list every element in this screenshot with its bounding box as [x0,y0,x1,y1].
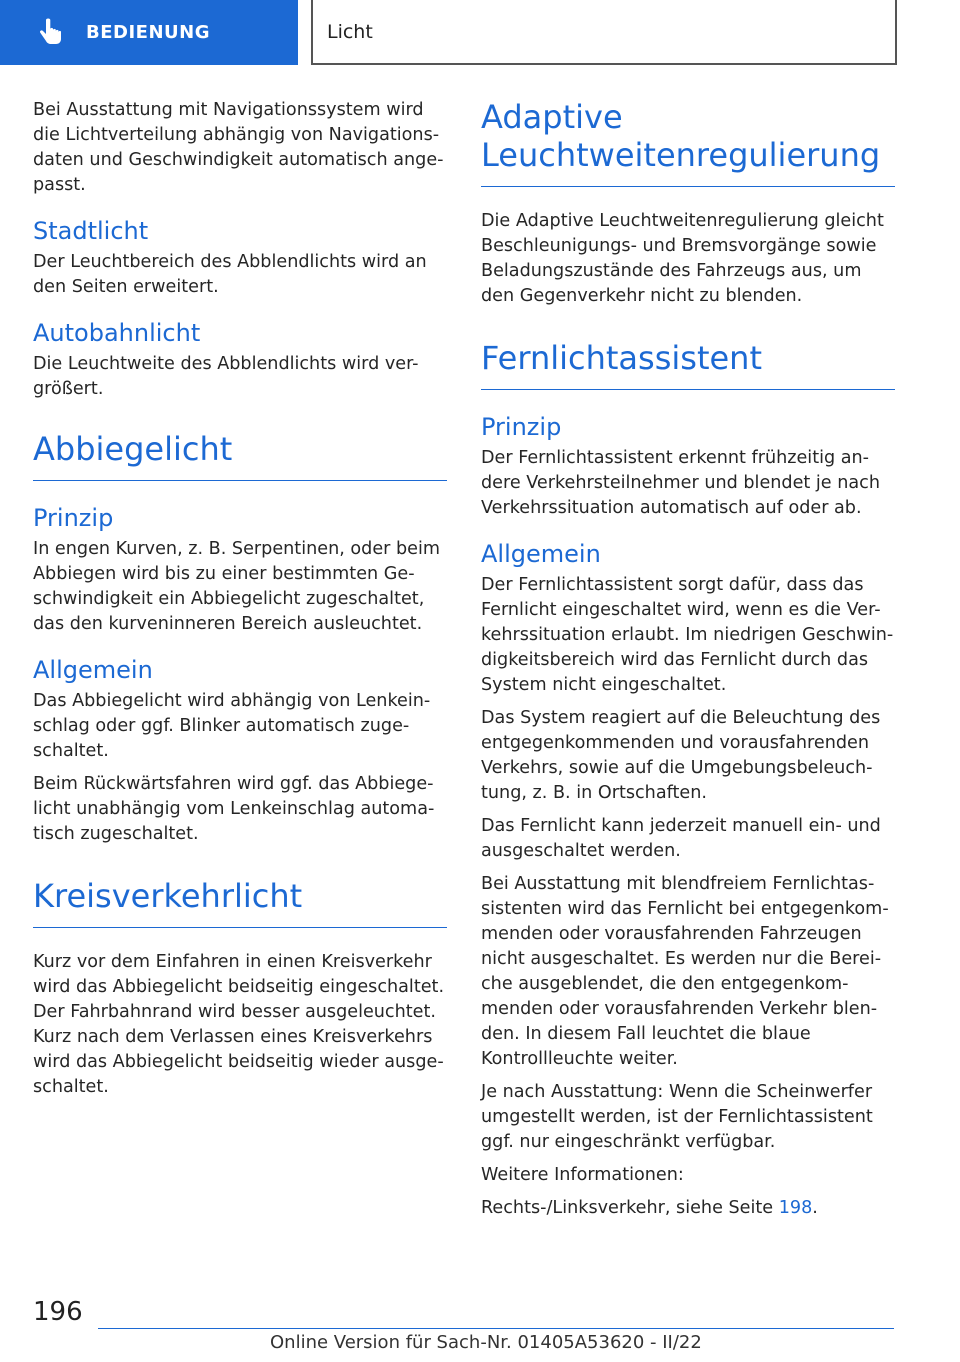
chapter-tab[interactable] [0,0,298,65]
alwr-section-header [481,98,895,187]
page-reference-text: Rechts-/Linksverkehr, siehe Seite [481,1198,779,1218]
right-column [481,98,895,1229]
intro-text: Bei Ausstattung mit Navigationssystem wird die Lichtverteilung abhängig von Navigations-daten und Geschwindigkeit automatisch ange-passt. [33,100,444,195]
page-198-link[interactable]: 198 [778,1198,813,1218]
fla-prinzip-text: Der Fernlichtassistent erkennt frühzeitig an-dere Verkehrsteilnehmer und blendet je nach Verkehrssituation automatisch auf oder ab. [481,448,880,518]
fla-allgemein-p5: Je nach Ausstattung: Wenn die Scheinwerfer umgestellt werden, ist der Fernlichtassistent ggf. nur eingeschränkt verfügbar. [481,1082,873,1152]
fla-allgemein-p3: Das Fernlicht kann jederzeit manuell ein- und ausgeschaltet werden. [481,816,881,861]
abbiegelicht-section-header [33,430,447,481]
footer-online-version: Online Version für Sach-Nr. 01405A53620 - II/22 [270,1332,702,1353]
chapter-label: BEDIENUNG [86,22,210,43]
alwr-heading: Adaptive Leuchtweitenregulierung [481,98,881,174]
fla-section-header [481,339,895,390]
abbiegelicht-prinzip-heading: Prinzip [33,504,114,532]
page-reference-period: . [812,1198,818,1218]
autobahnlicht-text: Die Leuchtweite des Abblendlichts wird ver-größert. [33,354,419,399]
fla-prinzip-heading: Prinzip [481,413,562,441]
stadtlicht-heading: Stadtlicht [33,217,149,245]
section-tab[interactable] [311,0,897,65]
kreisverkehrlicht-heading: Kreisverkehrlicht [33,877,303,915]
pointing-hand-icon [34,18,68,48]
section-label: Licht [327,20,373,43]
stadtlicht-text: Der Leuchtbereich des Abblendlichts wird an den Seiten erweitert. [33,252,427,297]
fla-allgemein-heading: Allgemein [481,540,601,568]
footer-divider [98,1328,894,1329]
alwr-text: Die Adaptive Leuchtweitenregulierung gleicht Beschleunigungs- und Bremsvorgänge sowie Beladungszustände des Fahrzeugs aus, um den Gegenverkehr nicht zu blenden. [481,211,884,306]
abbiegelicht-allgemein-heading: Allgemein [33,656,153,684]
fla-allgemein-p6: Weitere Informationen: [481,1165,684,1185]
abbiegelicht-allgemein-text2: Beim Rückwärtsfahren wird ggf. das Abbiege-licht unabhängig vom Lenkeinschlag automa-tisch zugeschaltet. [33,774,435,844]
autobahnlicht-heading: Autobahnlicht [33,319,201,347]
abbiegelicht-heading: Abbiegelicht [33,430,233,468]
kreisverkehrlicht-section-header [33,877,447,928]
left-column [33,98,447,1108]
fla-allgemein-p4: Bei Ausstattung mit blendfreiem Fernlichtas-sistenten wird das Fernlicht bei entgegenkom-menden oder vorausfahrenden Fahrzeugen nicht ausgeschaltet. Es werden nur die Berei-che ausgeblendet, die den entgegenkom-menden oder vorausfahrenden Verkehr blen-den. In diesem Fall leuchtet die blaue Kontrollleuchte weiter. [481,874,889,1069]
fla-heading: Fernlichtassistent [481,339,762,377]
fla-allgemein-p7 [481,1196,895,1221]
fla-allgemein-p2: Das System reagiert auf die Beleuchtung des entgegenkommenden und vorausfahrenden Verkehrs, sowie auf die Umgebungsbeleuch-tung, z. B. in Ortschaften. [481,708,881,803]
page-number: 196 [33,1297,83,1327]
abbiegelicht-allgemein-text1: Das Abbiegelicht wird abhängig von Lenkein-schlag oder ggf. Blinker automatisch zuge-schaltet. [33,691,431,761]
kreisverkehrlicht-text: Kurz vor dem Einfahren in einen Kreisverkehr wird das Abbiegelicht beidseitig eingeschaltet. Der Fahrbahnrand wird besser ausgeleuchtet. Kurz nach dem Verlassen eines Kreisverkehrs wird das Abbiegelicht beidseitig wieder ausge-schaltet. [33,952,445,1097]
fla-allgemein-p1: Der Fernlichtassistent sorgt dafür, dass das Fernlicht eingeschaltet wird, wenn es die Ver-kehrssituation erlaubt. Im niedrigen Geschwin-digkeitsbereich wird das Fernlicht durch das System nicht eingeschaltet. [481,575,894,695]
abbiegelicht-prinzip-text: In engen Kurven, z. B. Serpentinen, oder beim Abbiegen wird bis zu einer bestimmten Ge-schwindigkeit ein Abbiegelicht zugeschaltet, das den kurveninneren Bereich ausleuchtet. [33,539,441,634]
